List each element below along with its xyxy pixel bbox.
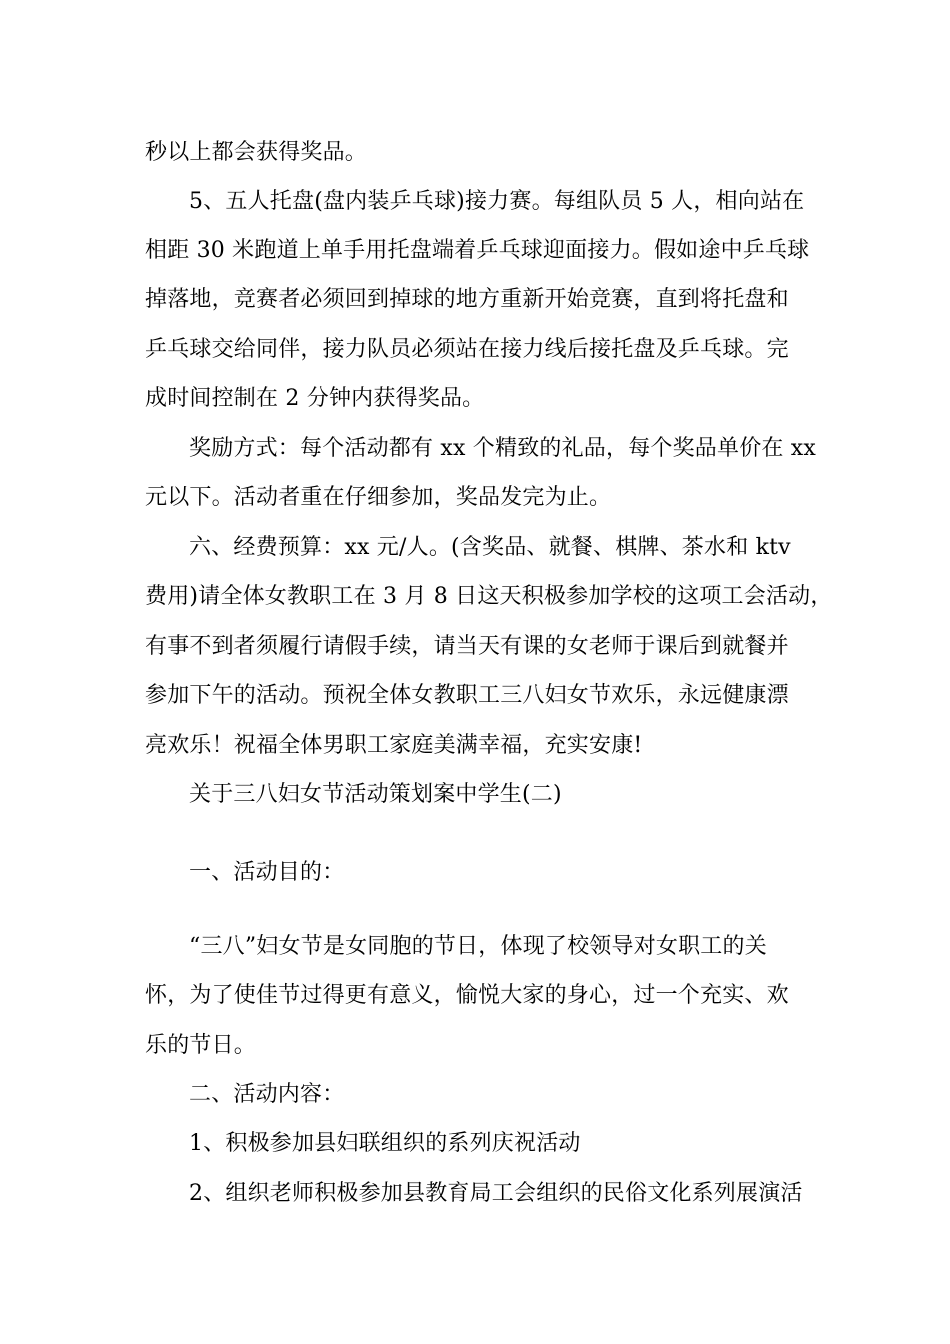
section-heading: 一、活动目的： <box>189 860 345 885</box>
list-item: 1、积极参加县妇联组织的系列庆祝活动 <box>189 1131 581 1156</box>
text-line: 5、五人托盘(盘内装乒乓球)接力赛。每组队员 5 人，相向站在 <box>189 189 805 214</box>
section-title: 关于三八妇女节活动策划案中学生(二) <box>189 782 562 807</box>
text-line: 成时间控制在 2 分钟内获得奖品。 <box>145 386 485 411</box>
text-line: “三八”妇女节是女同胞的节日，体现了校领导对女职工的关 <box>189 934 767 959</box>
text-line: 奖励方式：每个活动都有 xx 个精致的礼品，每个奖品单价在 xx <box>189 436 817 461</box>
text-line: 掉落地，竞赛者必须回到掉球的地方重新开始竞赛，直到将托盘和 <box>145 287 789 312</box>
text-line: 参加下午的活动。预祝全体女教职工三八妇女节欢乐，永远健康漂 <box>145 683 789 708</box>
list-item: 2、组织老师积极参加县教育局工会组织的民俗文化系列展演活 <box>189 1181 803 1206</box>
text-line: 乒乓球交给同伴，接力队员必须站在接力线后接托盘及乒乓球。完 <box>145 337 789 362</box>
text-line: 六、经费预算：xx 元/人。(含奖品、就餐、棋牌、茶水和 ktv <box>189 535 791 560</box>
text-line: 元以下。活动者重在仔细参加，奖品发完为止。 <box>145 485 612 510</box>
text-line: 乐的节日。 <box>145 1033 257 1058</box>
text-line: 亮欢乐！祝福全体男职工家庭美满幸福，充实安康! <box>145 733 643 758</box>
text-line: 费用)请全体女教职工在 3 月 8 日这天积极参加学校的这项工会活动， <box>145 584 833 609</box>
text-line: 秒以上都会获得奖品。 <box>145 140 368 165</box>
section-heading: 二、活动内容： <box>189 1082 345 1107</box>
text-line: 有事不到者须履行请假手续，请当天有课的女老师于课后到就餐并 <box>145 634 789 659</box>
text-line: 怀，为了使佳节过得更有意义，愉悦大家的身心，过一个充实、欢 <box>145 983 789 1008</box>
text-line: 相距 30 米跑道上单手用托盘端着乒乓球迎面接力。假如途中乒乓球 <box>145 238 810 263</box>
